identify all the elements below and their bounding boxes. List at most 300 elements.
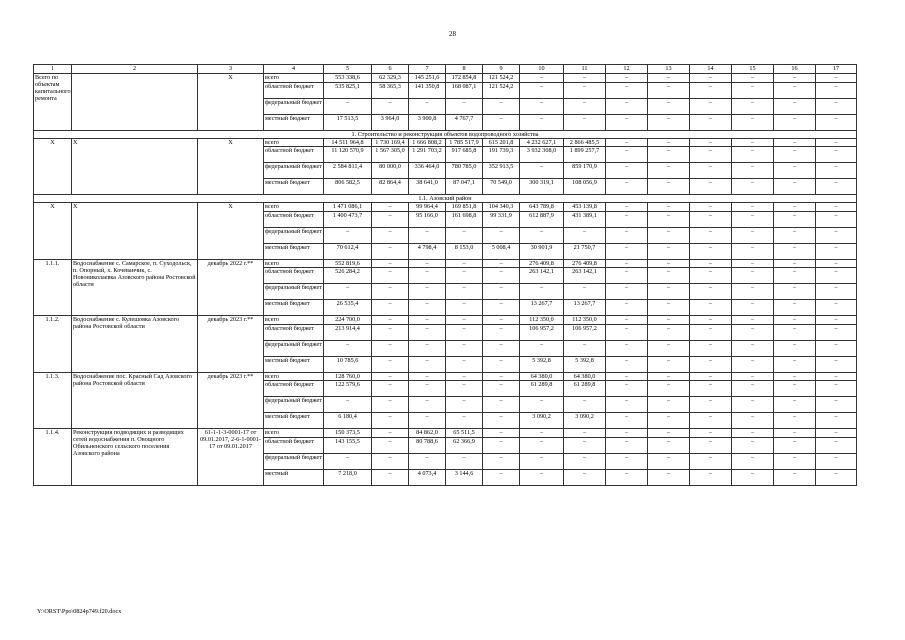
amount-cell: – — [483, 429, 520, 438]
amount-cell: 1 471 086,1 — [324, 203, 372, 212]
amount-cell: – — [564, 469, 606, 485]
amount-cell: – — [774, 437, 816, 453]
amount-cell: – — [690, 437, 732, 453]
amount-cell: 161 698,8 — [446, 211, 483, 227]
deadline: декабрь 2023 г.** — [198, 372, 264, 429]
amount-cell: – — [648, 98, 690, 114]
amount-cell: – — [372, 413, 409, 429]
column-header: 6 — [372, 65, 409, 74]
amount-cell: – — [372, 268, 409, 284]
amount-cell: 276 409,8 — [520, 259, 564, 268]
amount-cell: – — [816, 268, 857, 284]
amount-cell: – — [648, 284, 690, 300]
amount-cell: – — [446, 340, 483, 356]
amount-cell: – — [483, 316, 520, 325]
amount-cell: 13 267,7 — [520, 300, 564, 316]
amount-cell: – — [520, 82, 564, 98]
amount-cell: – — [732, 324, 774, 340]
amount-cell: – — [606, 114, 648, 130]
funding-source: федеральный бюджет — [264, 453, 324, 469]
amount-cell: – — [690, 82, 732, 98]
amount-cell: – — [690, 300, 732, 316]
funding-source: местный бюджет — [264, 179, 324, 195]
amount-cell: – — [690, 74, 732, 83]
amount-cell: – — [732, 147, 774, 163]
amount-cell: – — [690, 372, 732, 381]
amount-cell: – — [648, 259, 690, 268]
item-number: X — [34, 138, 72, 195]
amount-cell: 806 582,5 — [324, 179, 372, 195]
amount-cell: – — [690, 147, 732, 163]
column-header: 7 — [409, 65, 446, 74]
amount-cell: – — [409, 227, 446, 243]
amount-cell: – — [520, 74, 564, 83]
table-row — [34, 74, 857, 83]
amount-cell: – — [606, 259, 648, 268]
amount-cell: – — [732, 381, 774, 397]
section-row — [34, 130, 857, 138]
amount-cell: – — [732, 469, 774, 485]
amount-cell: – — [446, 284, 483, 300]
column-header: 14 — [690, 65, 732, 74]
amount-cell: – — [774, 429, 816, 438]
amount-cell: 141 350,8 — [409, 82, 446, 98]
funding-source: областной бюджет — [264, 381, 324, 397]
column-header: 8 — [446, 65, 483, 74]
amount-cell: – — [606, 413, 648, 429]
amount-cell: – — [816, 397, 857, 413]
amount-cell: – — [409, 284, 446, 300]
amount-cell: 82 864,4 — [372, 179, 409, 195]
item-number: Всего по объектам капитального ремонта — [34, 74, 72, 131]
funding-source: областной бюджет — [264, 82, 324, 98]
amount-cell: – — [774, 227, 816, 243]
amount-cell: 26 535,4 — [324, 300, 372, 316]
amount-cell: – — [648, 324, 690, 340]
amount-cell: – — [409, 300, 446, 316]
amount-cell: – — [372, 356, 409, 372]
amount-cell: – — [606, 82, 648, 98]
amount-cell: – — [690, 413, 732, 429]
amount-cell: – — [690, 243, 732, 259]
amount-cell: – — [732, 340, 774, 356]
amount-cell: 121 524,2 — [483, 82, 520, 98]
amount-cell: 121 524,2 — [483, 74, 520, 83]
amount-cell: 3 090,2 — [564, 413, 606, 429]
amount-cell: 80 000,0 — [372, 163, 409, 179]
amount-cell: – — [372, 340, 409, 356]
amount-cell: – — [816, 114, 857, 130]
amount-cell: 61 289,8 — [564, 381, 606, 397]
amount-cell: – — [690, 381, 732, 397]
funding-source: областной бюджет — [264, 268, 324, 284]
amount-cell: – — [648, 300, 690, 316]
amount-cell: – — [690, 268, 732, 284]
amount-cell: 431 389,1 — [564, 211, 606, 227]
amount-cell: – — [409, 324, 446, 340]
amount-cell: 172 854,8 — [446, 74, 483, 83]
funding-source: местный бюджет — [264, 356, 324, 372]
column-header: 1 — [34, 65, 72, 74]
amount-cell: 145 251,6 — [409, 74, 446, 83]
amount-cell: – — [606, 356, 648, 372]
amount-cell: – — [732, 82, 774, 98]
funding-source: федеральный бюджет — [264, 227, 324, 243]
amount-cell: – — [732, 74, 774, 83]
amount-cell: – — [564, 397, 606, 413]
amount-cell: – — [372, 211, 409, 227]
amount-cell: 552 819,6 — [324, 259, 372, 268]
amount-cell: 1 400 473,7 — [324, 211, 372, 227]
funding-source: всего — [264, 429, 324, 438]
amount-cell: – — [606, 227, 648, 243]
amount-cell: 2 584 811,4 — [324, 163, 372, 179]
object-name: X — [72, 138, 198, 195]
amount-cell: – — [520, 227, 564, 243]
amount-cell: – — [483, 259, 520, 268]
amount-cell: – — [732, 259, 774, 268]
amount-cell: – — [564, 437, 606, 453]
amount-cell: 14 511 964,8 — [324, 138, 372, 147]
amount-cell: – — [483, 381, 520, 397]
amount-cell: – — [774, 340, 816, 356]
amount-cell: – — [483, 437, 520, 453]
amount-cell: – — [372, 316, 409, 325]
amount-cell: 553 338,6 — [324, 74, 372, 83]
object-name: Водоснабжение с. Самарское, п. Суходольск, п. Опорный, х. Кочеванчик, с. Новониколаевка Азовского района Ростовской области — [72, 259, 198, 316]
amount-cell: – — [372, 437, 409, 453]
amount-cell: 300 319,1 — [520, 179, 564, 195]
amount-cell: 65 511,5 — [446, 429, 483, 438]
amount-cell: 352 913,5 — [483, 163, 520, 179]
amount-cell: – — [774, 98, 816, 114]
amount-cell: – — [483, 356, 520, 372]
amount-cell: – — [816, 340, 857, 356]
amount-cell: – — [648, 211, 690, 227]
amount-cell: 3 090,2 — [520, 413, 564, 429]
amount-cell: 1 730 169,4 — [372, 138, 409, 147]
column-header: 3 — [198, 65, 264, 74]
amount-cell: – — [520, 397, 564, 413]
amount-cell: – — [774, 284, 816, 300]
amount-cell: 99 964,4 — [409, 203, 446, 212]
section-row — [34, 195, 857, 203]
amount-cell: – — [324, 340, 372, 356]
amount-cell: 263 142,1 — [564, 268, 606, 284]
amount-cell: – — [690, 469, 732, 485]
amount-cell: 1 666 808,2 — [409, 138, 446, 147]
amount-cell: 4 073,4 — [409, 469, 446, 485]
funding-source: областной бюджет — [264, 211, 324, 227]
amount-cell: – — [732, 163, 774, 179]
amount-cell: – — [816, 356, 857, 372]
amount-cell: – — [409, 259, 446, 268]
amount-cell: – — [564, 82, 606, 98]
amount-cell: – — [446, 98, 483, 114]
amount-cell: – — [520, 429, 564, 438]
funding-source: федеральный бюджет — [264, 163, 324, 179]
amount-cell: – — [732, 356, 774, 372]
amount-cell: – — [409, 356, 446, 372]
amount-cell: – — [774, 138, 816, 147]
amount-cell: – — [483, 227, 520, 243]
amount-cell: – — [648, 469, 690, 485]
amount-cell: – — [520, 98, 564, 114]
amount-cell: – — [732, 98, 774, 114]
amount-cell: – — [409, 98, 446, 114]
amount-cell: – — [606, 163, 648, 179]
amount-cell: – — [690, 203, 732, 212]
amount-cell: – — [372, 227, 409, 243]
section-title: 1. Строительство и реконструкция объектов водопроводного хозяйства — [34, 130, 857, 138]
column-header: 11 — [564, 65, 606, 74]
amount-cell: – — [520, 114, 564, 130]
amount-cell: – — [816, 300, 857, 316]
amount-cell: – — [774, 179, 816, 195]
amount-cell: – — [774, 211, 816, 227]
amount-cell: 168 087,1 — [446, 82, 483, 98]
amount-cell: – — [564, 98, 606, 114]
amount-cell: 10 785,6 — [324, 356, 372, 372]
amount-cell: – — [816, 203, 857, 212]
amount-cell: – — [564, 284, 606, 300]
amount-cell: 169 851,8 — [446, 203, 483, 212]
amount-cell: – — [483, 98, 520, 114]
amount-cell: – — [606, 147, 648, 163]
amount-cell: – — [774, 453, 816, 469]
amount-cell: – — [816, 179, 857, 195]
amount-cell: – — [372, 284, 409, 300]
column-header: 17 — [816, 65, 857, 74]
amount-cell: – — [732, 179, 774, 195]
amount-cell: – — [816, 243, 857, 259]
amount-cell: – — [690, 98, 732, 114]
amount-cell: – — [564, 429, 606, 438]
amount-cell: – — [816, 82, 857, 98]
funding-source: федеральный бюджет — [264, 397, 324, 413]
table-row — [34, 203, 857, 212]
amount-cell: 263 142,1 — [520, 268, 564, 284]
amount-cell: 99 331,9 — [483, 211, 520, 227]
amount-cell: 70 549,0 — [483, 179, 520, 195]
section-title: 1.1. Азовский район — [34, 195, 857, 203]
amount-cell: – — [606, 381, 648, 397]
amount-cell: 104 340,3 — [483, 203, 520, 212]
amount-cell: – — [564, 340, 606, 356]
amount-cell: 13 267,7 — [564, 300, 606, 316]
item-number: 1.1.4. — [34, 429, 72, 486]
amount-cell: – — [606, 138, 648, 147]
amount-cell: – — [520, 163, 564, 179]
amount-cell: 6 180,4 — [324, 413, 372, 429]
amount-cell: – — [648, 147, 690, 163]
amount-cell: 5 392,8 — [520, 356, 564, 372]
funding-source: областной бюджет — [264, 324, 324, 340]
amount-cell: – — [816, 259, 857, 268]
amount-cell: – — [648, 453, 690, 469]
funding-source: федеральный бюджет — [264, 340, 324, 356]
amount-cell: – — [483, 469, 520, 485]
amount-cell: – — [648, 381, 690, 397]
amount-cell: – — [372, 300, 409, 316]
object-name: Реконструкция подводящих и разводящих сетей водоснабжения п. Овощного Обильненского сельского поселения Азовского района — [72, 429, 198, 486]
amount-cell: – — [774, 243, 816, 259]
amount-cell: – — [648, 356, 690, 372]
amount-cell: – — [816, 98, 857, 114]
amount-cell: – — [774, 324, 816, 340]
amount-cell: – — [732, 453, 774, 469]
amount-cell: 3 144,6 — [446, 469, 483, 485]
object-name: Водоснабжение пос. Красный Сад Азовского района Ростовской области — [72, 372, 198, 429]
amount-cell: 1 291 703,2 — [409, 147, 446, 163]
amount-cell: – — [648, 74, 690, 83]
amount-cell: 62 329,3 — [372, 74, 409, 83]
amount-cell: 4 767,7 — [446, 114, 483, 130]
funding-source: всего — [264, 259, 324, 268]
amount-cell: – — [774, 268, 816, 284]
deadline: декабрь 2023 г.** — [198, 316, 264, 373]
amount-cell: 30 901,9 — [520, 243, 564, 259]
amount-cell: 112 350,0 — [520, 316, 564, 325]
amount-cell: – — [606, 437, 648, 453]
amount-cell: 612 887,9 — [520, 211, 564, 227]
funding-source: всего — [264, 203, 324, 212]
amount-cell: – — [732, 138, 774, 147]
funding-source: местный бюджет — [264, 300, 324, 316]
amount-cell: – — [732, 243, 774, 259]
amount-cell: – — [606, 429, 648, 438]
amount-cell: – — [372, 259, 409, 268]
amount-cell: 3 900,8 — [409, 114, 446, 130]
amount-cell: – — [372, 98, 409, 114]
amount-cell: 122 579,6 — [324, 381, 372, 397]
amount-cell: – — [816, 372, 857, 381]
amount-cell: – — [690, 453, 732, 469]
amount-cell: – — [648, 372, 690, 381]
amount-cell: – — [606, 469, 648, 485]
amount-cell: – — [372, 469, 409, 485]
amount-cell: – — [483, 300, 520, 316]
amount-cell: 80 788,6 — [409, 437, 446, 453]
amount-cell: – — [372, 324, 409, 340]
deadline: X — [198, 203, 264, 260]
amount-cell: – — [774, 356, 816, 372]
amount-cell: – — [732, 227, 774, 243]
amount-cell: – — [690, 429, 732, 438]
amount-cell: – — [409, 453, 446, 469]
amount-cell: – — [446, 372, 483, 381]
amount-cell: 58 365,3 — [372, 82, 409, 98]
amount-cell: – — [732, 203, 774, 212]
funding-source: всего — [264, 74, 324, 83]
table-row — [34, 259, 857, 268]
item-number: 1.1.2. — [34, 316, 72, 373]
amount-cell: – — [606, 74, 648, 83]
amount-cell: – — [816, 381, 857, 397]
amount-cell: 95 166,0 — [409, 211, 446, 227]
amount-cell: – — [648, 203, 690, 212]
amount-cell: – — [564, 227, 606, 243]
amount-cell: – — [732, 114, 774, 130]
amount-cell: – — [774, 316, 816, 325]
amount-cell: – — [520, 469, 564, 485]
amount-cell: – — [648, 227, 690, 243]
amount-cell: – — [606, 300, 648, 316]
amount-cell: – — [606, 179, 648, 195]
amount-cell: – — [409, 413, 446, 429]
header-row — [34, 65, 857, 74]
amount-cell: 336 464,0 — [409, 163, 446, 179]
amount-cell: – — [483, 397, 520, 413]
column-header: 4 — [264, 65, 324, 74]
amount-cell: 1 567 305,0 — [372, 147, 409, 163]
column-header: 13 — [648, 65, 690, 74]
amount-cell: – — [483, 268, 520, 284]
amount-cell: – — [816, 163, 857, 179]
amount-cell: – — [606, 268, 648, 284]
amount-cell: – — [816, 453, 857, 469]
amount-cell: 5 392,8 — [564, 356, 606, 372]
amount-cell: – — [648, 268, 690, 284]
amount-cell: – — [774, 203, 816, 212]
funding-source: всего — [264, 316, 324, 325]
object-name — [72, 74, 198, 131]
amount-cell: – — [372, 381, 409, 397]
amount-cell: – — [690, 179, 732, 195]
amount-cell: 780 785,0 — [446, 163, 483, 179]
amount-cell: – — [483, 340, 520, 356]
amount-cell: – — [648, 138, 690, 147]
amount-cell: – — [372, 453, 409, 469]
amount-cell: – — [409, 268, 446, 284]
amount-cell: 191 739,3 — [483, 147, 520, 163]
amount-cell: – — [446, 324, 483, 340]
amount-cell: – — [816, 469, 857, 485]
amount-cell: 4 798,4 — [409, 243, 446, 259]
amount-cell: – — [606, 203, 648, 212]
amount-cell: – — [774, 147, 816, 163]
amount-cell: – — [409, 397, 446, 413]
amount-cell: – — [409, 372, 446, 381]
amount-cell: 213 914,4 — [324, 324, 372, 340]
table-row — [34, 316, 857, 325]
funding-source: всего — [264, 138, 324, 147]
amount-cell: 21 750,7 — [564, 243, 606, 259]
amount-cell: – — [690, 227, 732, 243]
amount-cell: – — [564, 114, 606, 130]
amount-cell: – — [483, 372, 520, 381]
amount-cell: – — [564, 74, 606, 83]
amount-cell: 11 120 570,9 — [324, 147, 372, 163]
funding-source: федеральный бюджет — [264, 284, 324, 300]
amount-cell: – — [446, 300, 483, 316]
amount-cell: 535 825,1 — [324, 82, 372, 98]
amount-cell: – — [564, 453, 606, 469]
amount-cell: 3 964,0 — [372, 114, 409, 130]
amount-cell: – — [732, 268, 774, 284]
amount-cell: – — [372, 397, 409, 413]
amount-cell: – — [732, 211, 774, 227]
amount-cell: – — [816, 437, 857, 453]
amount-cell: – — [648, 340, 690, 356]
amount-cell: 2 866 485,5 — [564, 138, 606, 147]
table-row — [34, 429, 857, 438]
column-header: 16 — [774, 65, 816, 74]
amount-cell: – — [690, 324, 732, 340]
amount-cell: – — [774, 163, 816, 179]
amount-cell: 70 612,4 — [324, 243, 372, 259]
amount-cell: – — [816, 74, 857, 83]
